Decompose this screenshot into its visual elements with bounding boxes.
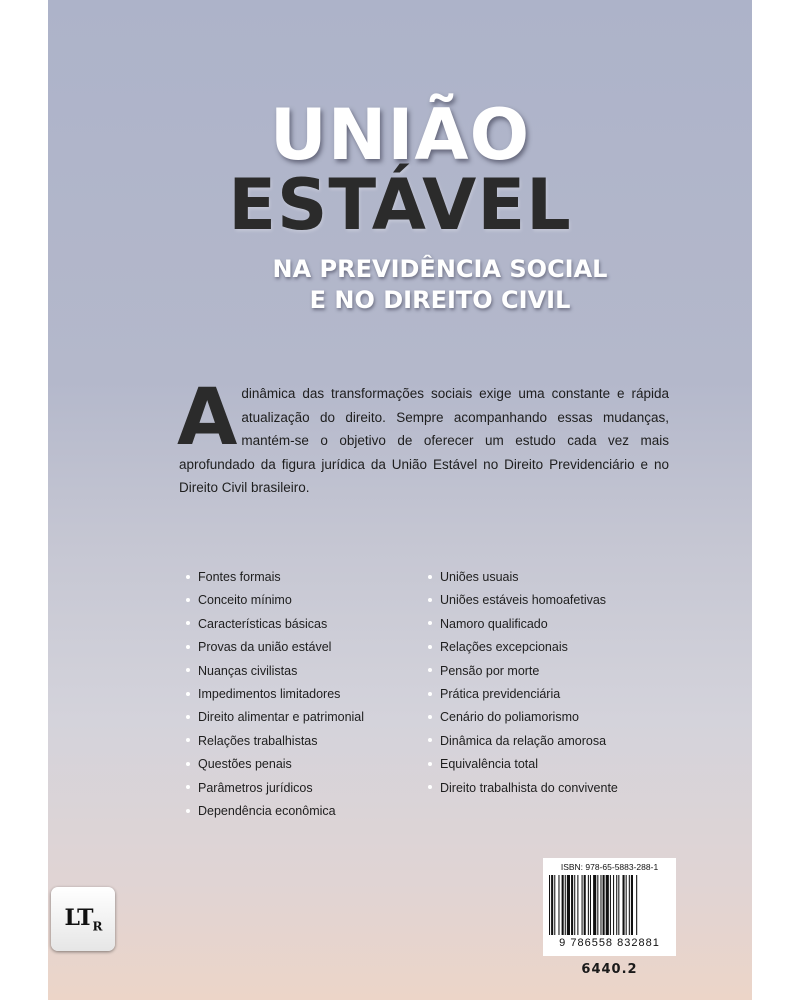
barcode-bar	[629, 875, 630, 935]
intro-paragraph	[177, 373, 669, 500]
topic-item	[186, 613, 364, 636]
barcode-bars	[549, 875, 670, 935]
topic-item	[428, 613, 618, 636]
topic-label: Relações trabalhistas	[198, 733, 318, 748]
topic-item	[428, 706, 618, 729]
topic-item	[428, 566, 618, 589]
barcode-bar	[567, 875, 570, 935]
barcode-bar	[554, 875, 555, 935]
topic-item	[186, 730, 364, 753]
bullet-icon	[186, 692, 190, 696]
back-cover	[48, 0, 752, 1000]
topic-item	[186, 660, 364, 683]
topic-item	[186, 566, 364, 589]
bullet-icon	[186, 738, 190, 742]
topic-label: Direito alimentar e patrimonial	[198, 710, 365, 725]
topic-item	[428, 730, 618, 753]
publisher-logo	[51, 887, 115, 951]
topic-label: Uniões usuais	[440, 570, 519, 584]
bullet-icon	[428, 738, 432, 742]
topic-label: Cenário do poliamorismo	[440, 710, 579, 725]
barcode-bar	[565, 875, 566, 935]
topic-item	[428, 636, 618, 659]
barcode-bar	[549, 875, 550, 935]
bullet-icon	[186, 621, 190, 625]
barcode-bar	[558, 875, 559, 935]
topic-label: Equivalência total	[440, 757, 538, 772]
topic-label: Dinâmica da relação amorosa	[440, 733, 607, 748]
barcode-bar	[584, 875, 586, 935]
topic-label: Uniões estáveis homoafetivas	[440, 593, 607, 608]
barcode-bar	[616, 875, 617, 935]
title-line-1: UNIÃO	[269, 94, 531, 176]
topic-item	[428, 753, 618, 776]
bullet-icon	[428, 645, 432, 649]
topic-label: Namoro qualificado	[440, 616, 548, 631]
barcode-bar	[590, 875, 591, 935]
barcode-box	[543, 858, 676, 956]
bullet-icon	[428, 621, 432, 625]
topic-item	[186, 706, 364, 729]
barcode-bar	[597, 875, 598, 935]
barcode-bar	[577, 875, 578, 935]
topic-label: Pensão por morte	[440, 663, 540, 678]
topic-item	[186, 800, 364, 823]
bullet-icon	[428, 715, 432, 719]
subtitle-line-1: NA PREVIDÊNCIA SOCIAL	[272, 255, 608, 283]
bullet-icon	[428, 668, 432, 672]
bullet-icon	[186, 575, 190, 579]
barcode-bar	[571, 875, 573, 935]
drop-cap: A	[177, 373, 238, 463]
bullet-icon	[186, 668, 190, 672]
bullet-icon	[186, 762, 190, 766]
barcode-bar	[603, 875, 605, 935]
topic-item	[428, 589, 618, 612]
topic-item	[428, 660, 618, 683]
topic-item	[186, 636, 364, 659]
barcode-bar	[623, 875, 625, 935]
barcode-bar	[562, 875, 564, 935]
topic-label: Características básicas	[198, 616, 328, 631]
topic-item	[428, 683, 618, 706]
title-line-2: ESTÁVEL	[228, 164, 572, 246]
barcode-bar	[574, 875, 575, 935]
barcode-bar	[631, 875, 633, 935]
topic-label: Provas da união estável	[198, 640, 332, 655]
publisher-logo-text: $LT_R$	[64, 904, 102, 934]
barcode-bar	[610, 875, 611, 935]
barcode-bar	[636, 875, 637, 935]
topic-label: Nuanças civilistas	[198, 663, 298, 678]
topic-item	[186, 777, 364, 800]
subtitle-line-2: E NO DIREITO CIVIL	[309, 286, 571, 314]
barcode-bar	[551, 875, 553, 935]
isbn-label: ISBN: 978-65-5883-288-1	[560, 862, 659, 872]
barcode-bar	[593, 875, 596, 935]
topic-label: Relações excepcionais	[440, 640, 568, 655]
bullet-icon	[186, 785, 190, 789]
barcode-bar	[582, 875, 583, 935]
bullet-icon	[186, 809, 190, 813]
bullet-icon	[186, 715, 190, 719]
barcode-bar	[588, 875, 589, 935]
topic-label: Fontes formais	[198, 570, 281, 584]
topics-list-left	[186, 566, 364, 823]
topic-item	[428, 777, 618, 800]
bullet-icon	[428, 598, 432, 602]
barcode-bar	[618, 875, 619, 935]
barcode-bar	[626, 875, 627, 935]
topic-item	[186, 753, 364, 776]
topic-label: Parâmetros jurídicos	[198, 780, 313, 795]
bullet-icon	[186, 598, 190, 602]
bullet-icon	[428, 785, 432, 789]
barcode-bar	[606, 875, 609, 935]
topic-label: Direito trabalhista do convivente	[440, 780, 618, 795]
topic-label: Impedimentos limitadores	[198, 686, 341, 701]
topic-label: Conceito mínimo	[198, 593, 292, 608]
barcode-bar	[600, 875, 601, 935]
bullet-icon	[428, 575, 432, 579]
barcode-bar	[613, 875, 614, 935]
bullet-icon	[428, 762, 432, 766]
topic-label: Dependência econômica	[198, 803, 336, 818]
topic-label: Questões penais	[198, 757, 292, 772]
topic-label: Prática previdenciária	[440, 686, 561, 701]
product-code: 6440.2	[581, 962, 638, 977]
intro-text: dinâmica das transformações sociais exige uma constante e rápida atualização do direito. Sempre acompanhando essas mudanças, mantém-se o objetivo de oferecer um estudo cada vez mais aprofundado da figura jurídica da União Estável no Direito Previdenciário e no Direito Civil brasileiro.	[179, 386, 669, 495]
bullet-icon	[428, 692, 432, 696]
topics-list-right	[428, 566, 618, 800]
bullet-icon	[186, 645, 190, 649]
barcode-digits: 9 786558 832881	[559, 937, 660, 949]
topic-item	[186, 589, 364, 612]
topic-item	[186, 683, 364, 706]
